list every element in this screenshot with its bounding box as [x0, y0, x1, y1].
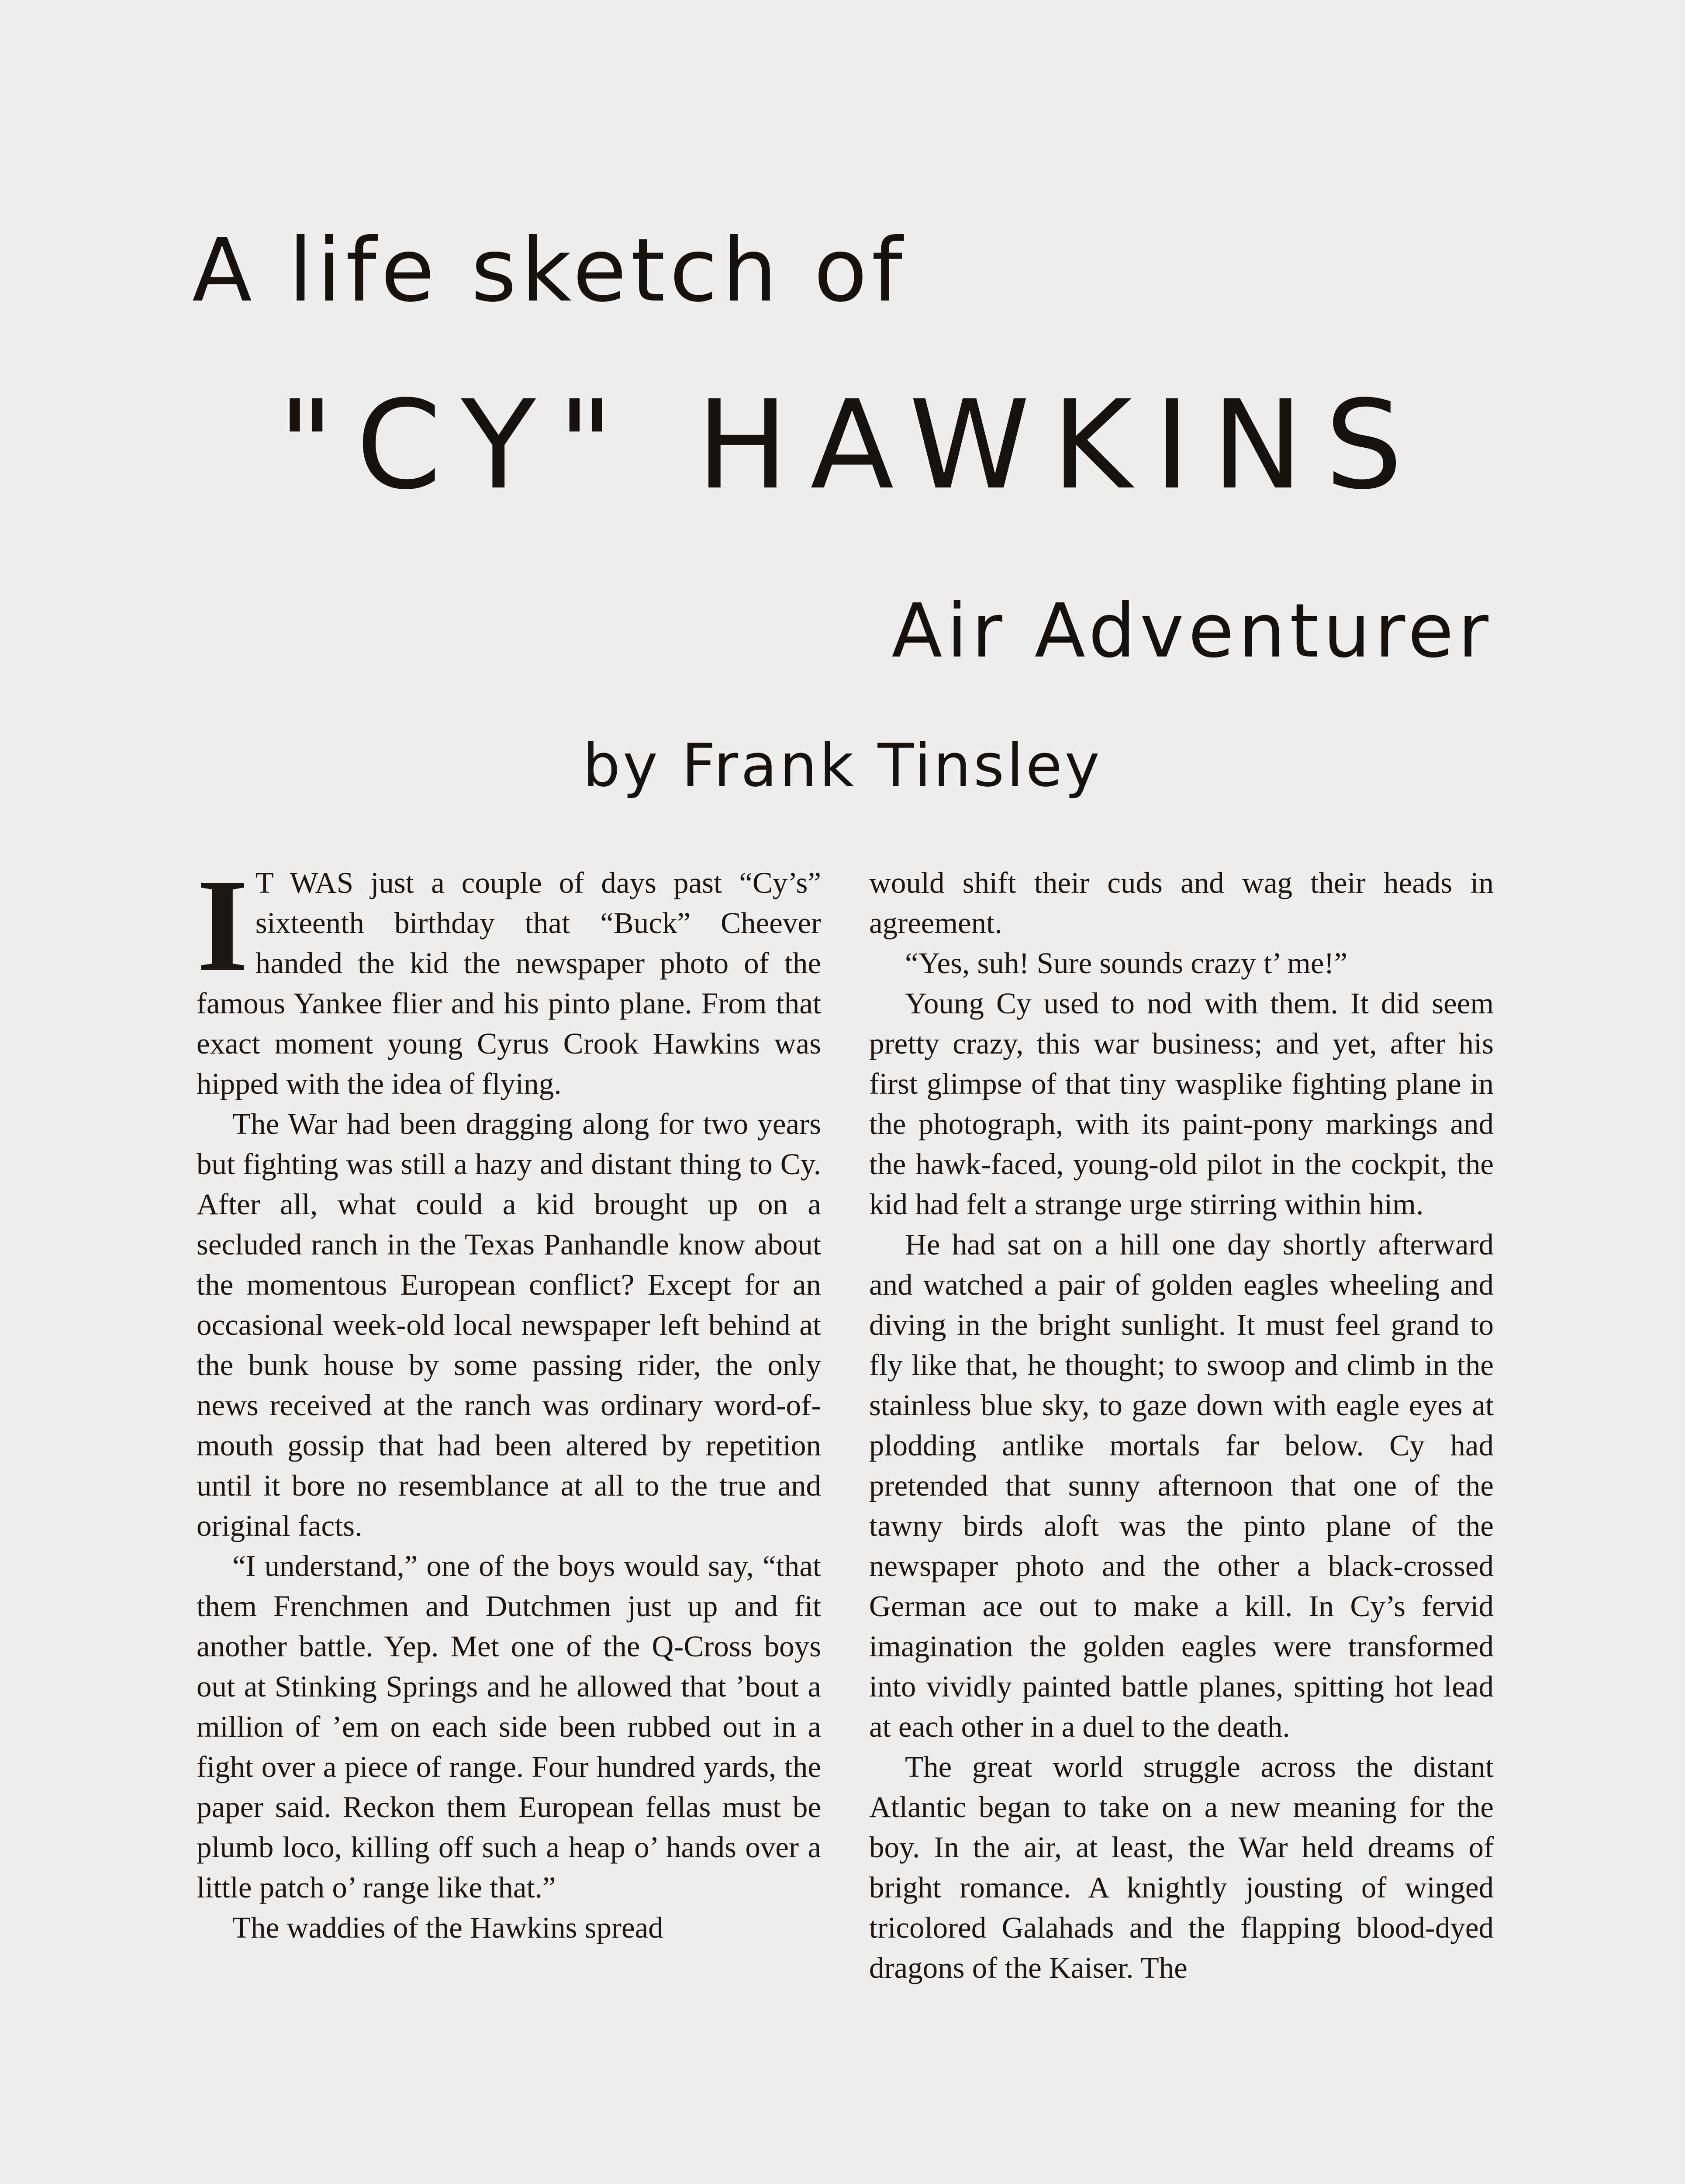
byline: by Frank Tinsley	[583, 731, 1102, 800]
drop-cap: I	[197, 851, 249, 999]
article-column-right	[869, 863, 1494, 1988]
paragraph: He had sat on a hill one day shortly afterward and watched a pair of golden eagles wheeling and diving in the bright sunlight. It must feel grand to fly like that, he thought; to swoop and climb in the stainless blue sky, to gaze down with eagle eyes at plodding antlike mortals far below. Cy had pretended that sunny afternoon that one of the tawny birds aloft was the pinto plane of the newspaper photo and the other a black-crossed German ace out to make a kill. In Cy’s fervid imagination the golden eagles were transformed into vividly painted battle planes, spitting hot lead at each other in a duel to the death.	[869, 1228, 1494, 1743]
paragraph: “Yes, suh! Sure sounds crazy t’ me!”	[905, 947, 1348, 980]
title-main-name: "CY" HAWKINS	[278, 374, 1425, 517]
paragraph: The waddies of the Hawkins spread	[232, 1911, 663, 1944]
title-line-1: A life sketch of	[192, 220, 907, 321]
article-column-left	[197, 851, 821, 1948]
paragraph	[197, 851, 821, 1104]
paragraph: “I understand,” one of the boys would say, “that them Frenchmen and Dutchmen just up and fit another battle. Yep. Met one of the Q-Cross boys out at Stinking Springs and he allowed that ’bout a million of ’em on each side been rubbed out in a fight over a piece of range. Four hundred yards, the paper said. Reckon them European fellas must be plumb loco, killing off such a heap o’ hands over a little patch o’ range like that.”	[197, 1549, 821, 1904]
paragraph-text: T WAS just a couple of days past “Cy’s” sixteenth birthday that “Buck” Cheever handed the kid the newspaper photo of the famous Yankee flier and his pinto plane. From that exact moment young Cyrus Crook Hawkins was hipped with the idea of flying.	[197, 866, 821, 1100]
title-subtitle: Air Adventurer	[891, 588, 1493, 674]
paragraph: would shift their cuds and wag their heads in agreement.	[869, 866, 1494, 940]
paragraph: The great world struggle across the distant Atlantic began to take on a new meaning for the boy. In the air, at least, the War held dreams of bright romance. A knightly jousting of winged tricolored Galahads and the flapping blood-dyed dragons of the Kaiser. The	[869, 1750, 1494, 1984]
paragraph: The War had been dragging along for two years but fighting was still a hazy and distant thing to Cy. After all, what could a kid brought up on a secluded ranch in the Texas Panhandle know about the momentous European conflict? Except for an occasional week-old local newspaper left behind at the bunk house by some passing rider, the only news received at the ranch was ordinary word-of-mouth gossip that had been altered by repetition until it bore no resemblance at all to the true and original facts.	[197, 1107, 821, 1542]
paragraph: Young Cy used to nod with them. It did seem pretty crazy, this war business; and yet, after his first glimpse of that tiny wasplike fighting plane in the photograph, with its paint-pony markings and the hawk-faced, young-old pilot in the cockpit, the kid had felt a strange urge stirring within him.	[869, 987, 1494, 1221]
